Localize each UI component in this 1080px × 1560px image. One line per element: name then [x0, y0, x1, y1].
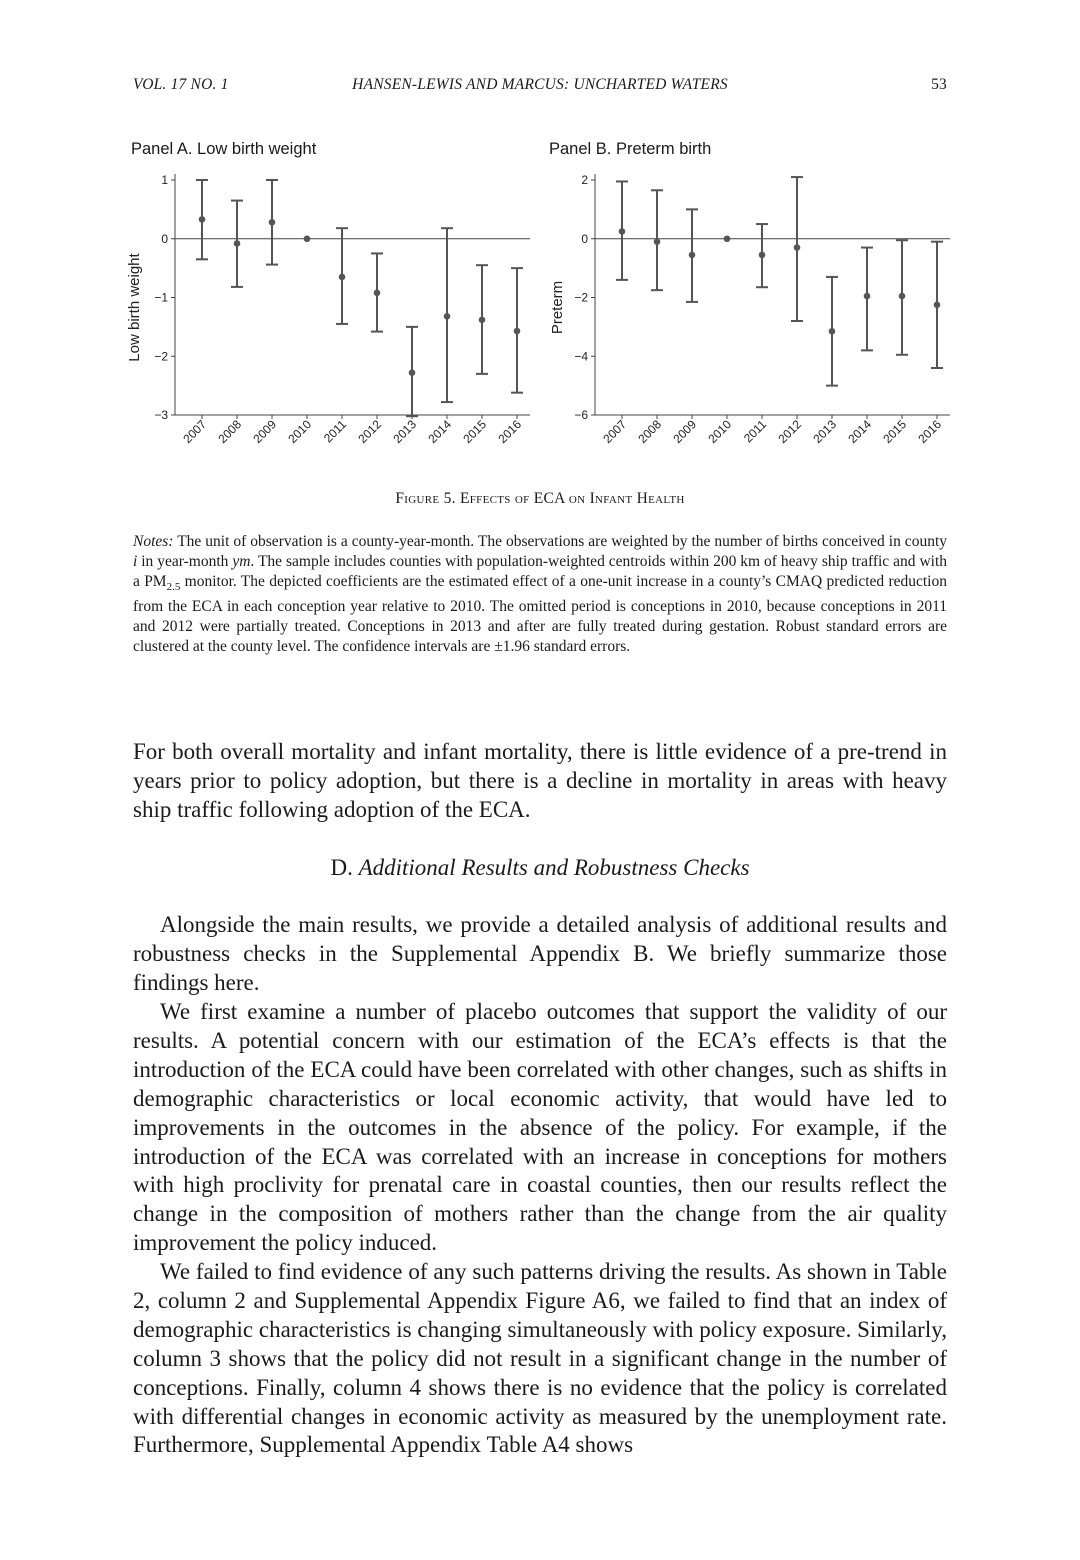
notes-text-4: monitor. The depicted coefficients are the estimated effect of a one-unit increase in a county’s CMAQ predicted reduction from the ECA in each conception year relative to 2010. The omitted period is conceptions in 2010, because conceptions in 2011 and 2012 were partially treated. Conceptions in 2013 and after are fully treated during gestation. Robust standard errors are clustered at the county level. The confidence intervals are ±1.96 standard errors. [133, 573, 947, 656]
paragraph-4: We failed to find evidence of any such patterns driving the results. As shown in Table 2, column 2 and Supplemental Appendix Figure A6, we failed to find that an index of demographic characteristics is changing simultaneously with policy exposure. Similarly, column 3 shows that the policy did not result in a significant change in the number of conceptions. Finally, column 4 shows there is no evidence that the policy is correlated with differential changes in economic activity as measured by the unemployment rate. Furthermore, Supplemental Appendix Table A4 shows [133, 1259, 947, 1458]
panel-a-xtick-label: 2007 [180, 417, 210, 447]
notes-lead: Notes: [133, 533, 174, 550]
panel-b-point-2008 [654, 238, 661, 245]
figure-caption-text: Figure 5. Effects of ECA on Infant Health [395, 490, 685, 507]
panel-a-y-axis-title: Low birth weight [126, 253, 143, 362]
panel-a-xtick-label: 2016 [495, 417, 525, 447]
panel-a-point-2016 [514, 328, 521, 335]
panel-b-chart [540, 160, 960, 470]
section-label: D. [330, 855, 353, 880]
paragraph-1: For both overall mortality and infant mortality, there is little evidence of a pre-trend in years prior to policy adoption, but there is a decline in mortality in areas with heavy ship traffic following adoption of the ECA. [133, 739, 947, 822]
panel-a-point-2007 [199, 216, 206, 223]
panel-b-xtick-label: 2010 [705, 417, 735, 447]
panel-b-xtick-label: 2015 [880, 417, 910, 447]
panel-b-point-2014 [864, 293, 871, 300]
panel-a-ytick-label: 1 [161, 173, 168, 187]
panel-a-xtick-label: 2011 [320, 417, 350, 446]
panel-a-point-2010 [304, 235, 311, 242]
panel-b-xtick-label: 2016 [915, 417, 945, 447]
panel-a-chart [120, 160, 540, 470]
panel-b-xtick-label: 2007 [600, 417, 630, 447]
panel-b-point-2013 [829, 328, 836, 335]
notes-subscript: 2.5 [166, 581, 181, 594]
running-title: HANSEN-LEWIS AND MARCUS: UNCHARTED WATERS [352, 76, 728, 93]
panel-b-point-2016 [934, 302, 941, 309]
panel-b-ytick-label: −2 [574, 290, 588, 305]
panel-b-xtick-label: 2011 [740, 417, 770, 446]
notes-var-ym: ym [232, 553, 251, 570]
panel-b-xtick-label: 2009 [670, 417, 700, 447]
section-title: Additional Results and Robustness Checks [358, 855, 750, 880]
panel-b-xtick-label: 2014 [845, 417, 875, 447]
panel-b-y-axis-title: Preterm [549, 280, 566, 335]
panel-b-xtick-label: 2008 [635, 417, 665, 447]
panel-b-point-2007 [619, 228, 626, 235]
paragraph-3: We first examine a number of placebo outcomes that support the validity of our results. A potential concern with our estimation of the ECA’s effects is that the introduction of the ECA could have been correlated with other changes, such as shifts in demographic characteristics or local economic activity, that would have led to improvements in the outcomes in the absence of the policy. For example, if the introduction of the ECA was correlated with an increase in conceptions for mothers with high proclivity for prenatal care in coastal counties, then our results reflect the change in the composition of mothers rather than the change from the air quality improvement the policy induced. [133, 999, 947, 1256]
figure-notes [133, 532, 947, 657]
panel-a-point-2012 [374, 290, 381, 297]
running-head [133, 76, 947, 100]
panel-b-ytick-label: −4 [574, 349, 588, 364]
panel-b-point-2012 [794, 244, 801, 251]
paragraph-2: Alongside the main results, we provide a detailed analysis of additional results and robustness checks in the Supplemental Appendix B. We briefly summarize those findings here. [133, 912, 947, 995]
panel-b-xtick-label: 2013 [810, 417, 840, 447]
panel-b-point-2015 [899, 293, 906, 300]
panel-a-ytick-label: −2 [154, 349, 168, 364]
panel-a-xtick-label: 2008 [215, 417, 245, 447]
panel-a-xtick-label: 2012 [355, 417, 385, 447]
page-number: 53 [931, 76, 947, 93]
notes-text-2: in year-month [137, 553, 233, 570]
notes-text-1: The unit of observation is a county-year-month. The observations are weighted by the number of births conceived in county [177, 533, 947, 550]
panel-a-xtick-label: 2014 [425, 417, 455, 447]
panel-a-point-2009 [269, 219, 276, 226]
figure-caption [133, 490, 947, 508]
panel-b-ytick-label: −6 [574, 408, 588, 422]
panel-a-point-2015 [479, 317, 486, 324]
journal-volume: VOL. 17 NO. 1 [133, 76, 229, 93]
panel-a-point-2014 [444, 313, 451, 320]
panel-a-ytick-label: 0 [161, 231, 168, 246]
panel-a-point-2008 [234, 240, 241, 247]
panel-a-point-2011 [339, 274, 346, 281]
panel-a-xtick-label: 2010 [285, 417, 315, 447]
panel-a-point-2013 [409, 369, 416, 376]
panel-b-ytick-label: 0 [581, 231, 588, 246]
panel-b-title: Panel B. Preterm birth [549, 140, 712, 158]
panel-b-xtick-label: 2012 [775, 417, 805, 447]
panel-a-xtick-label: 2013 [390, 417, 420, 447]
panel-a-ytick-label: −3 [154, 408, 168, 422]
notes-var-i: i [133, 553, 138, 570]
panel-a-title: Panel A. Low birth weight [131, 140, 317, 158]
panel-b-point-2011 [759, 252, 766, 259]
panel-b-ytick-label: 2 [581, 173, 588, 187]
panel-a-xtick-label: 2009 [250, 417, 280, 447]
panel-a-ytick-label: −1 [154, 290, 168, 305]
section-heading [133, 855, 947, 881]
panel-b-point-2010 [724, 235, 731, 242]
panel-b-point-2009 [689, 252, 696, 259]
notes-text-3: . The sample includes counties with population-weighted centroids within 200 km of heavy ship traffic and with a PM [133, 553, 947, 590]
panel-a-xtick-label: 2015 [460, 417, 490, 447]
